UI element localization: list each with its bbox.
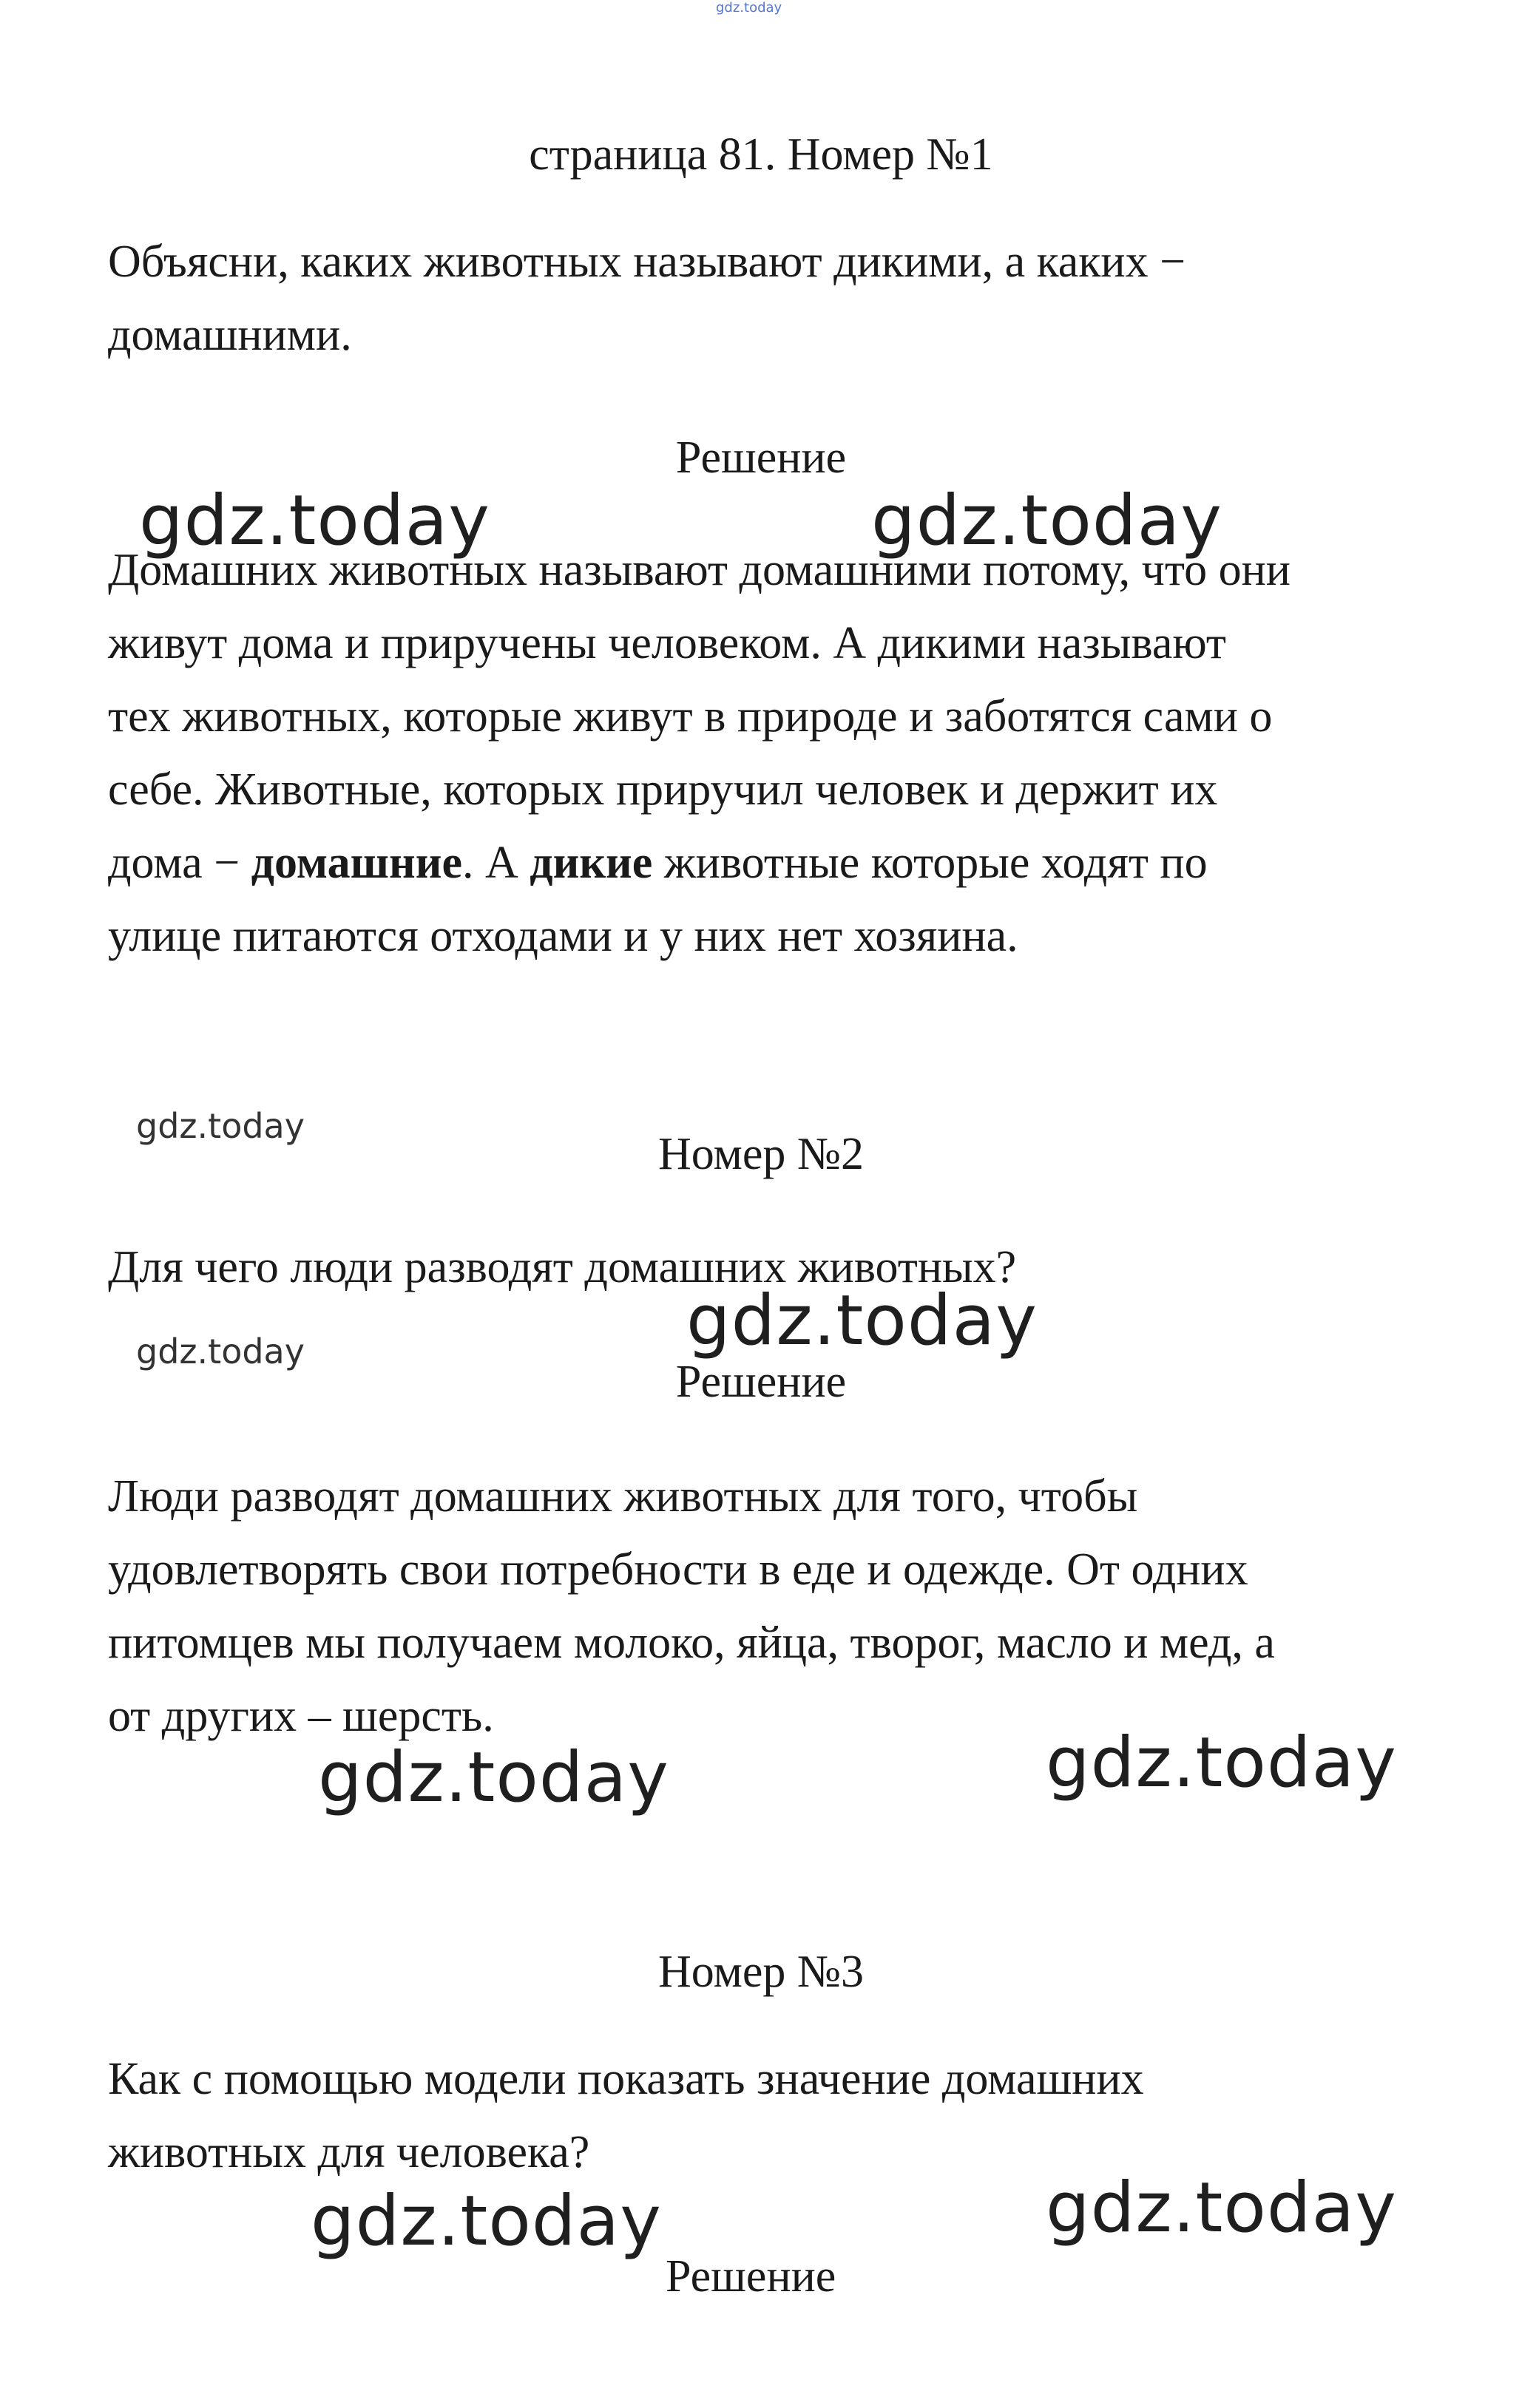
watermark: gdz.today <box>311 2181 662 2262</box>
watermark: gdz.today <box>1046 1723 1397 1803</box>
watermark: gdz.today <box>139 481 490 561</box>
answer-1-part-1: Домашних животных называют домашними потому, что они живут дома и приручены человеком. А дикими называют тех животных, которые живут в природе и заботятся сами о себе. Животные, которых приручил человек и держит их дома − <box>108 545 1291 888</box>
question-2-text: Для чего люди разводят домашних животных? <box>108 1242 1017 1292</box>
answer-1-part-3: животные которые ходят по улице питаются отходами и у них нет хозяина. <box>108 838 1208 961</box>
solution-label-2: Решение <box>675 1357 847 1407</box>
watermark: gdz.today <box>136 1332 305 1371</box>
watermark: gdz.today <box>318 1737 669 1818</box>
question-3-text: Как с помощью модели показать значение домашних животных для человека? <box>108 2054 1144 2177</box>
answer-2-text: Люди разводят домашних животных для того, чтобы удовлетворять свои потребности в еде и одежде. От одних питомцев мы получаем молоко, яйца, творог, масло и мед, а от других – шерсть. <box>108 1471 1275 1741</box>
watermark: gdz.today <box>136 1106 305 1146</box>
question-1-text: Объясни, каких животных называют дикими, а каких − домашними. <box>108 237 1186 360</box>
answer-1-bold-domestic: домашние <box>251 838 462 888</box>
page-title: страница 81. Номер №1 <box>529 129 993 180</box>
answer-1-text <box>108 534 1432 973</box>
watermark: gdz.today <box>871 481 1222 561</box>
question-2-heading: Номер №2 <box>657 1129 864 1179</box>
question-3-heading: Номер №3 <box>657 1947 864 1997</box>
watermark: gdz.today <box>686 1281 1038 1361</box>
answer-1-part-2: . А <box>461 838 530 888</box>
top-watermark: gdz.today <box>716 0 782 16</box>
watermark: gdz.today <box>1046 2168 1397 2248</box>
answer-1-bold-wild: дикие <box>530 838 653 888</box>
solution-label-1: Решение <box>675 433 847 483</box>
solution-label-3: Решение <box>666 2251 836 2302</box>
